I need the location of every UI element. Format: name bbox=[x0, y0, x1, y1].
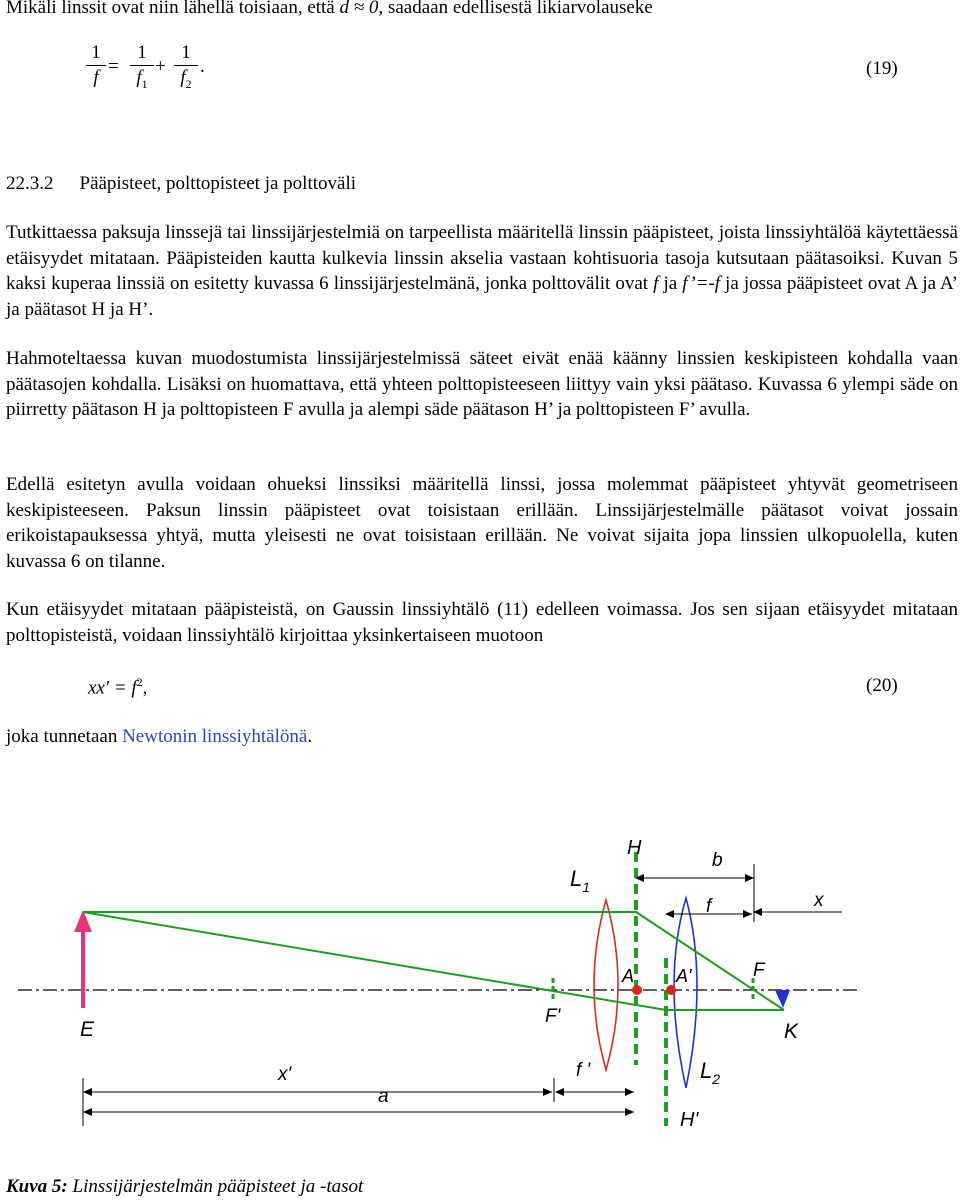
label-f-prime-dist: f ' bbox=[576, 1060, 591, 1081]
label-h-prime: H' bbox=[680, 1109, 699, 1131]
lens-system-figure bbox=[0, 820, 960, 1170]
label-a: A bbox=[622, 966, 635, 986]
eq20-end: , bbox=[142, 677, 148, 699]
newton-link[interactable]: Newtonin linssiyhtälönä bbox=[122, 726, 308, 747]
paragraph1-text-a: Tutkittaessa paksuja linssejä tai linssijärjestelmiä on tarpeellista määritellä linssin pääpisteet, joista linssiyhtälöä käytettäessä etäisyydet mitataan. Pääpisteiden kautta kulkevia linssin akselia vastaan kohtisuoria tasoja kutsutaan päätasoiksi. Kuvan 5 kaksi kuperaa linssiä on esitetty kuvassa 6 linssijärjestelmänä, jonka polttovälit ovat bbox=[6, 222, 958, 295]
eq19-end: . bbox=[200, 56, 205, 77]
figure-caption bbox=[6, 1176, 363, 1198]
paragraph-thin-lens: Edellä esitetyn avulla voidaan ohueksi linssiksi määritellä linssi, jossa molemmat pääpisteet yhtyvät geometriseen keskipisteeseen. Paksun linssin pääpisteet ovat toisistaan erillään. Linssijärjestelmälle päätasot voivat jossain erikoistapauksessa yhtyä, mutta yleisesti ne ovat toisistaan erillään. Ne voivat sijaita jopa linssien ulkopuolella, kuten kuvassa 6 on tilanne. bbox=[6, 474, 958, 572]
eq20-lhs: xx′ = f bbox=[88, 677, 137, 699]
label-k: K bbox=[784, 1020, 799, 1043]
lens-l2 bbox=[674, 898, 697, 1088]
intro-condition: d ≈ 0 bbox=[339, 0, 379, 18]
caption-text: Linssijärjestelmän pääpisteet ja -tasot bbox=[67, 1176, 364, 1197]
paragraph-gauss: Kun etäisyydet mitataan pääpisteistä, on Gaussin linssiyhtälö (11) edelleen voimassa. Jos sen sijaan etäisyydet mitataan polttopisteistä, voidaan linssiyhtälö kirjoittaa yksinkertaiseen muotoon bbox=[6, 599, 958, 646]
label-b: b bbox=[712, 850, 723, 871]
principal-point-a-prime bbox=[666, 985, 676, 995]
eq19-number: (19) bbox=[866, 58, 898, 79]
section-number: 22.3.2 bbox=[6, 173, 54, 194]
paragraph1-ja: ja bbox=[658, 273, 683, 295]
newton-line bbox=[6, 725, 312, 749]
paragraph1-f: f bbox=[653, 273, 659, 295]
label-h: H bbox=[627, 837, 642, 859]
eq19-t2-sub: 2 bbox=[185, 76, 192, 91]
label-f-focal: F bbox=[753, 960, 765, 981]
eq19-t2-den: f bbox=[180, 67, 186, 88]
eq19-equals: = bbox=[108, 56, 119, 77]
eq19-t1-sub: 1 bbox=[141, 76, 148, 91]
paragraph1-fprime: f’=-f bbox=[682, 273, 720, 295]
lens-l1 bbox=[594, 900, 618, 1070]
label-e: E bbox=[80, 1018, 95, 1041]
paragraph1-text-b: ja jossa pääpisteet ovat A ja A’ ja päätasot H ja H’. bbox=[6, 273, 958, 320]
paragraph-principal-points bbox=[6, 220, 958, 322]
intro-line bbox=[6, 0, 653, 20]
label-l1: $L_1$ bbox=[570, 866, 591, 895]
newton-suffix: . bbox=[307, 726, 313, 747]
eq19-plus: + bbox=[155, 56, 166, 77]
newton-prefix: joka tunnetaan bbox=[6, 726, 123, 747]
caption-label: Kuva 5: bbox=[6, 1176, 68, 1197]
eq19-t1-den: f bbox=[136, 67, 142, 88]
label-x: x bbox=[814, 890, 824, 911]
label-f-prime-focal: F' bbox=[545, 1006, 561, 1027]
eq19-t1-num: 1 bbox=[137, 42, 147, 63]
eq19-lhs-den: f bbox=[93, 67, 99, 88]
label-a-prime: A' bbox=[676, 966, 692, 986]
intro-suffix: , saadaan edellisestä likiarvolauseke bbox=[378, 0, 653, 18]
paragraph-image-formation: Hahmoteltaessa kuvan muodostumista linssijärjestelmissä säteet eivät enää käänny linssien keskipisteen kohdalla vaan päätasojen kohdalla. Lisäksi on huomattava, että yhteen polttopisteeseen liittyy vain yksi päätaso. Kuvassa 6 ylempi säde on piirretty päätason H ja polttopisteen F avulla ja alempi säde päätason H’ ja polttopisteen F’ avulla. bbox=[6, 348, 958, 421]
label-l2: $L_2$ bbox=[700, 1058, 721, 1087]
eq20-sup: 2 bbox=[136, 675, 143, 689]
label-f: f bbox=[706, 896, 712, 917]
eq19-t2-num: 1 bbox=[181, 42, 191, 63]
label-x-prime: x' bbox=[278, 1064, 292, 1085]
label-a-dist: a bbox=[378, 1086, 389, 1107]
eq20-number: (20) bbox=[866, 675, 898, 696]
eq19-lhs-num: 1 bbox=[91, 42, 101, 63]
section-heading bbox=[6, 173, 356, 195]
section-title: Pääpisteet, polttopisteet ja polttoväli bbox=[79, 173, 357, 194]
principal-point-a bbox=[632, 985, 642, 995]
intro-prefix: Mikäli linssit ovat niin lähellä toisiaan, että bbox=[6, 0, 340, 18]
